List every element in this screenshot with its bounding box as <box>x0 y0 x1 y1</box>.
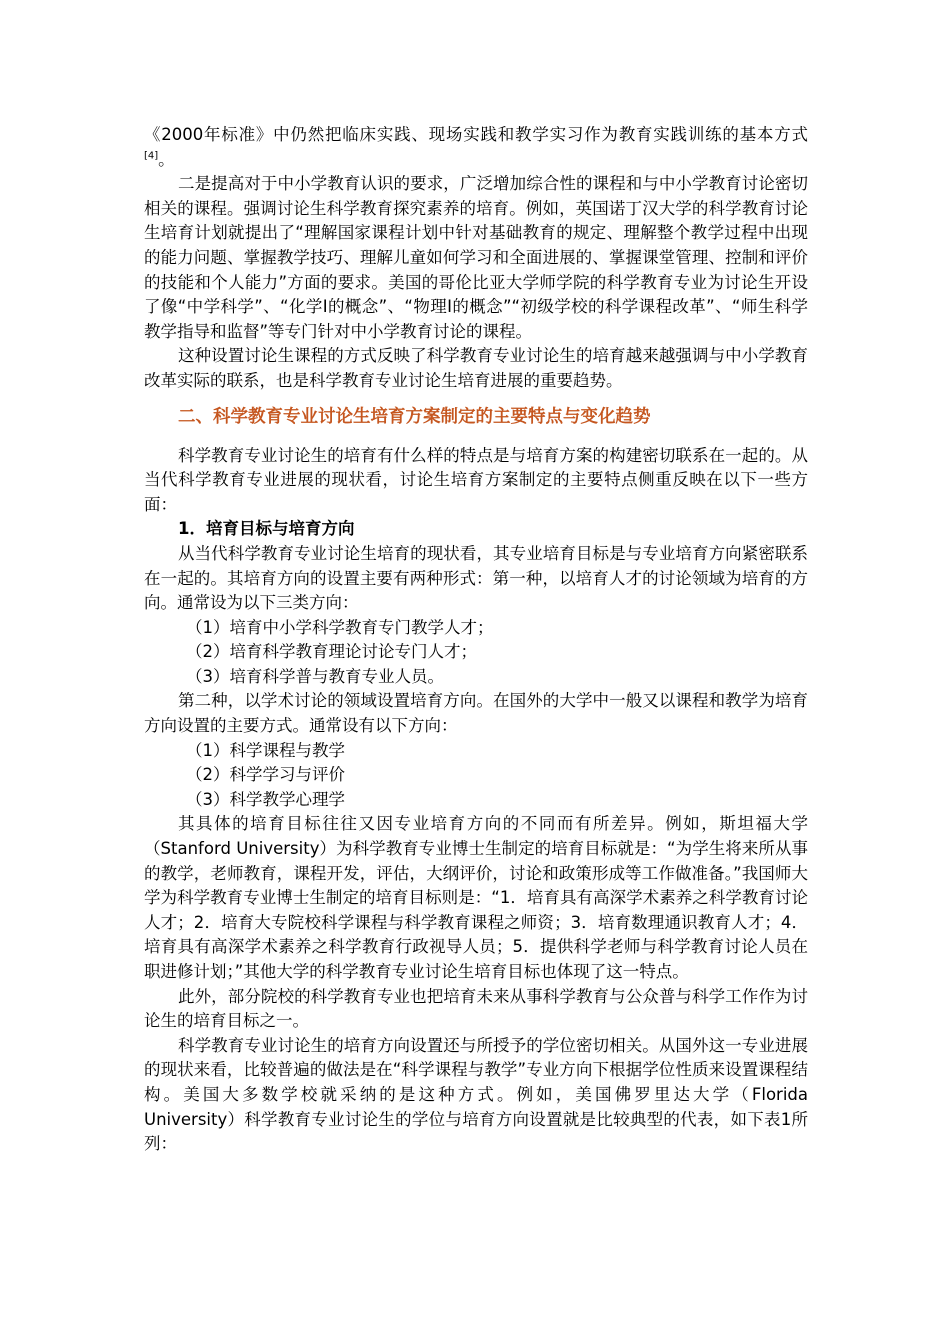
list-item: （2）科学学习与评价 <box>186 765 345 785</box>
list-item: （2）培育科学教育理论讨论专门人才； <box>186 642 477 662</box>
section-heading: 二、科学教育专业讨论生培育方案制定的主要特点与变化趋势 <box>178 406 651 427</box>
paragraph-point-two: 二是提高对于中小学教育认识的要求，广泛增加综合性的课程和与中小学教育讨论密切相关的课程。强调讨论生科学教育探究素养的培育。例如，英国诺丁汉大学的科学教育讨论生培育计划就提出了“理解国家课程计划中针对基础教育的规定、理解整个教学过程中出现的能力问题、掌握教学技巧、理解儿童如何学习和全面进展的、掌握课堂管理、控制和评价的技能和个人能力”方面的要求。美国的哥伦比亚大学师学院的科学教育专业为讨论生开设了像“中学科学”、“化学Ⅰ的概念”、“物理Ⅰ的概念”“初级学校的科学课程改革”、“师生科学教学指导和监督”等专门针对中小学教育讨论的课程。 <box>144 174 808 341</box>
document-body <box>144 123 808 1157</box>
list-item: （3）科学教学心理学 <box>186 789 345 809</box>
paragraph-standard-2000: 《2000年标准》中仍然把临床实践、现场实践和教学实习作为教育实践训练的基本方式[4]。 <box>144 125 808 169</box>
list-item: （1）培育中小学科学教育专门教学人才； <box>186 617 494 637</box>
list-item: （3）培育科学普与教育专业人员。 <box>186 666 444 686</box>
paragraph-trend-summary: 这种设置讨论生课程的方式反映了科学教育专业讨论生的培育越来越强调与中小学教育改革实际的联系，也是科学教育专业讨论生培育进展的重要趋势。 <box>144 346 808 390</box>
paragraph-goals-examples: 其具体的培育目标往往又因专业培育方向的不同而有所差异。例如，斯坦福大学（Stanford University）为科学教育专业博士生制定的培育目标就是：“为学生将来所从事的教学，老师教育，课程开发，评估，大纲评价，讨论和政策形成等工作做准备。”我国师大学为科学教育专业博士生制定的培育目标则是：“1．培育具有高深学术素养之科学教育讨论人才；2．培育大专院校科学课程与科学教育课程之师资；3．培育数理通识教育人才；4．培育具有高深学术素养之科学教育行政视导人员；5．提供科学老师与科学教育讨论人员在职进修计划；”其他大学的科学教育专业讨论生培育目标也体现了这一特点。 <box>144 814 808 981</box>
citation-ref: [4] <box>144 150 159 162</box>
paragraph-second-form: 第二种，以学术讨论的领域设置培育方向。在国外的大学中一般又以课程和教学为培育方向设置的主要方式。通常设有以下方向： <box>144 691 808 736</box>
subsection-heading: 1．培育目标与培育方向 <box>178 519 355 539</box>
paragraph-direction-forms: 从当代科学教育专业讨论生培育的现状看，其专业培育目标是与专业培育方向紧密联系在一起的。其培育方向的设置主要有两种形式：第一种，以培育人才的讨论领域为培育的方向。通常设为以下三类方向： <box>144 543 808 613</box>
paragraph-section-intro: 科学教育专业讨论生的培育有什么样的特点是与培育方案的构建密切联系在一起的。从当代科学教育专业进展的现状看，讨论生培育方案制定的主要特点侧重反映在以下一些方面： <box>144 445 808 514</box>
list-item: （1）科学课程与教学 <box>186 740 345 760</box>
paragraph-degree-direction: 科学教育专业讨论生的培育方向设置还与所授予的学位密切相关。从国外这一专业进展的现状来看，比较普遍的做法是在“科学课程与教学”专业方向下根据学位性质来设置课程结构。美国大多数学校就采纳的是这种方式。例如，美国佛罗里达大学（Florida University）科学教育专业讨论生的学位与培育方向设置就是比较典型的代表，如下表1所列： <box>144 1035 808 1154</box>
paragraph-public-science: 此外，部分院校的科学教育专业也把培育未来从事科学教育与公众普与科学工作作为讨论生的培育目标之一。 <box>144 986 808 1031</box>
